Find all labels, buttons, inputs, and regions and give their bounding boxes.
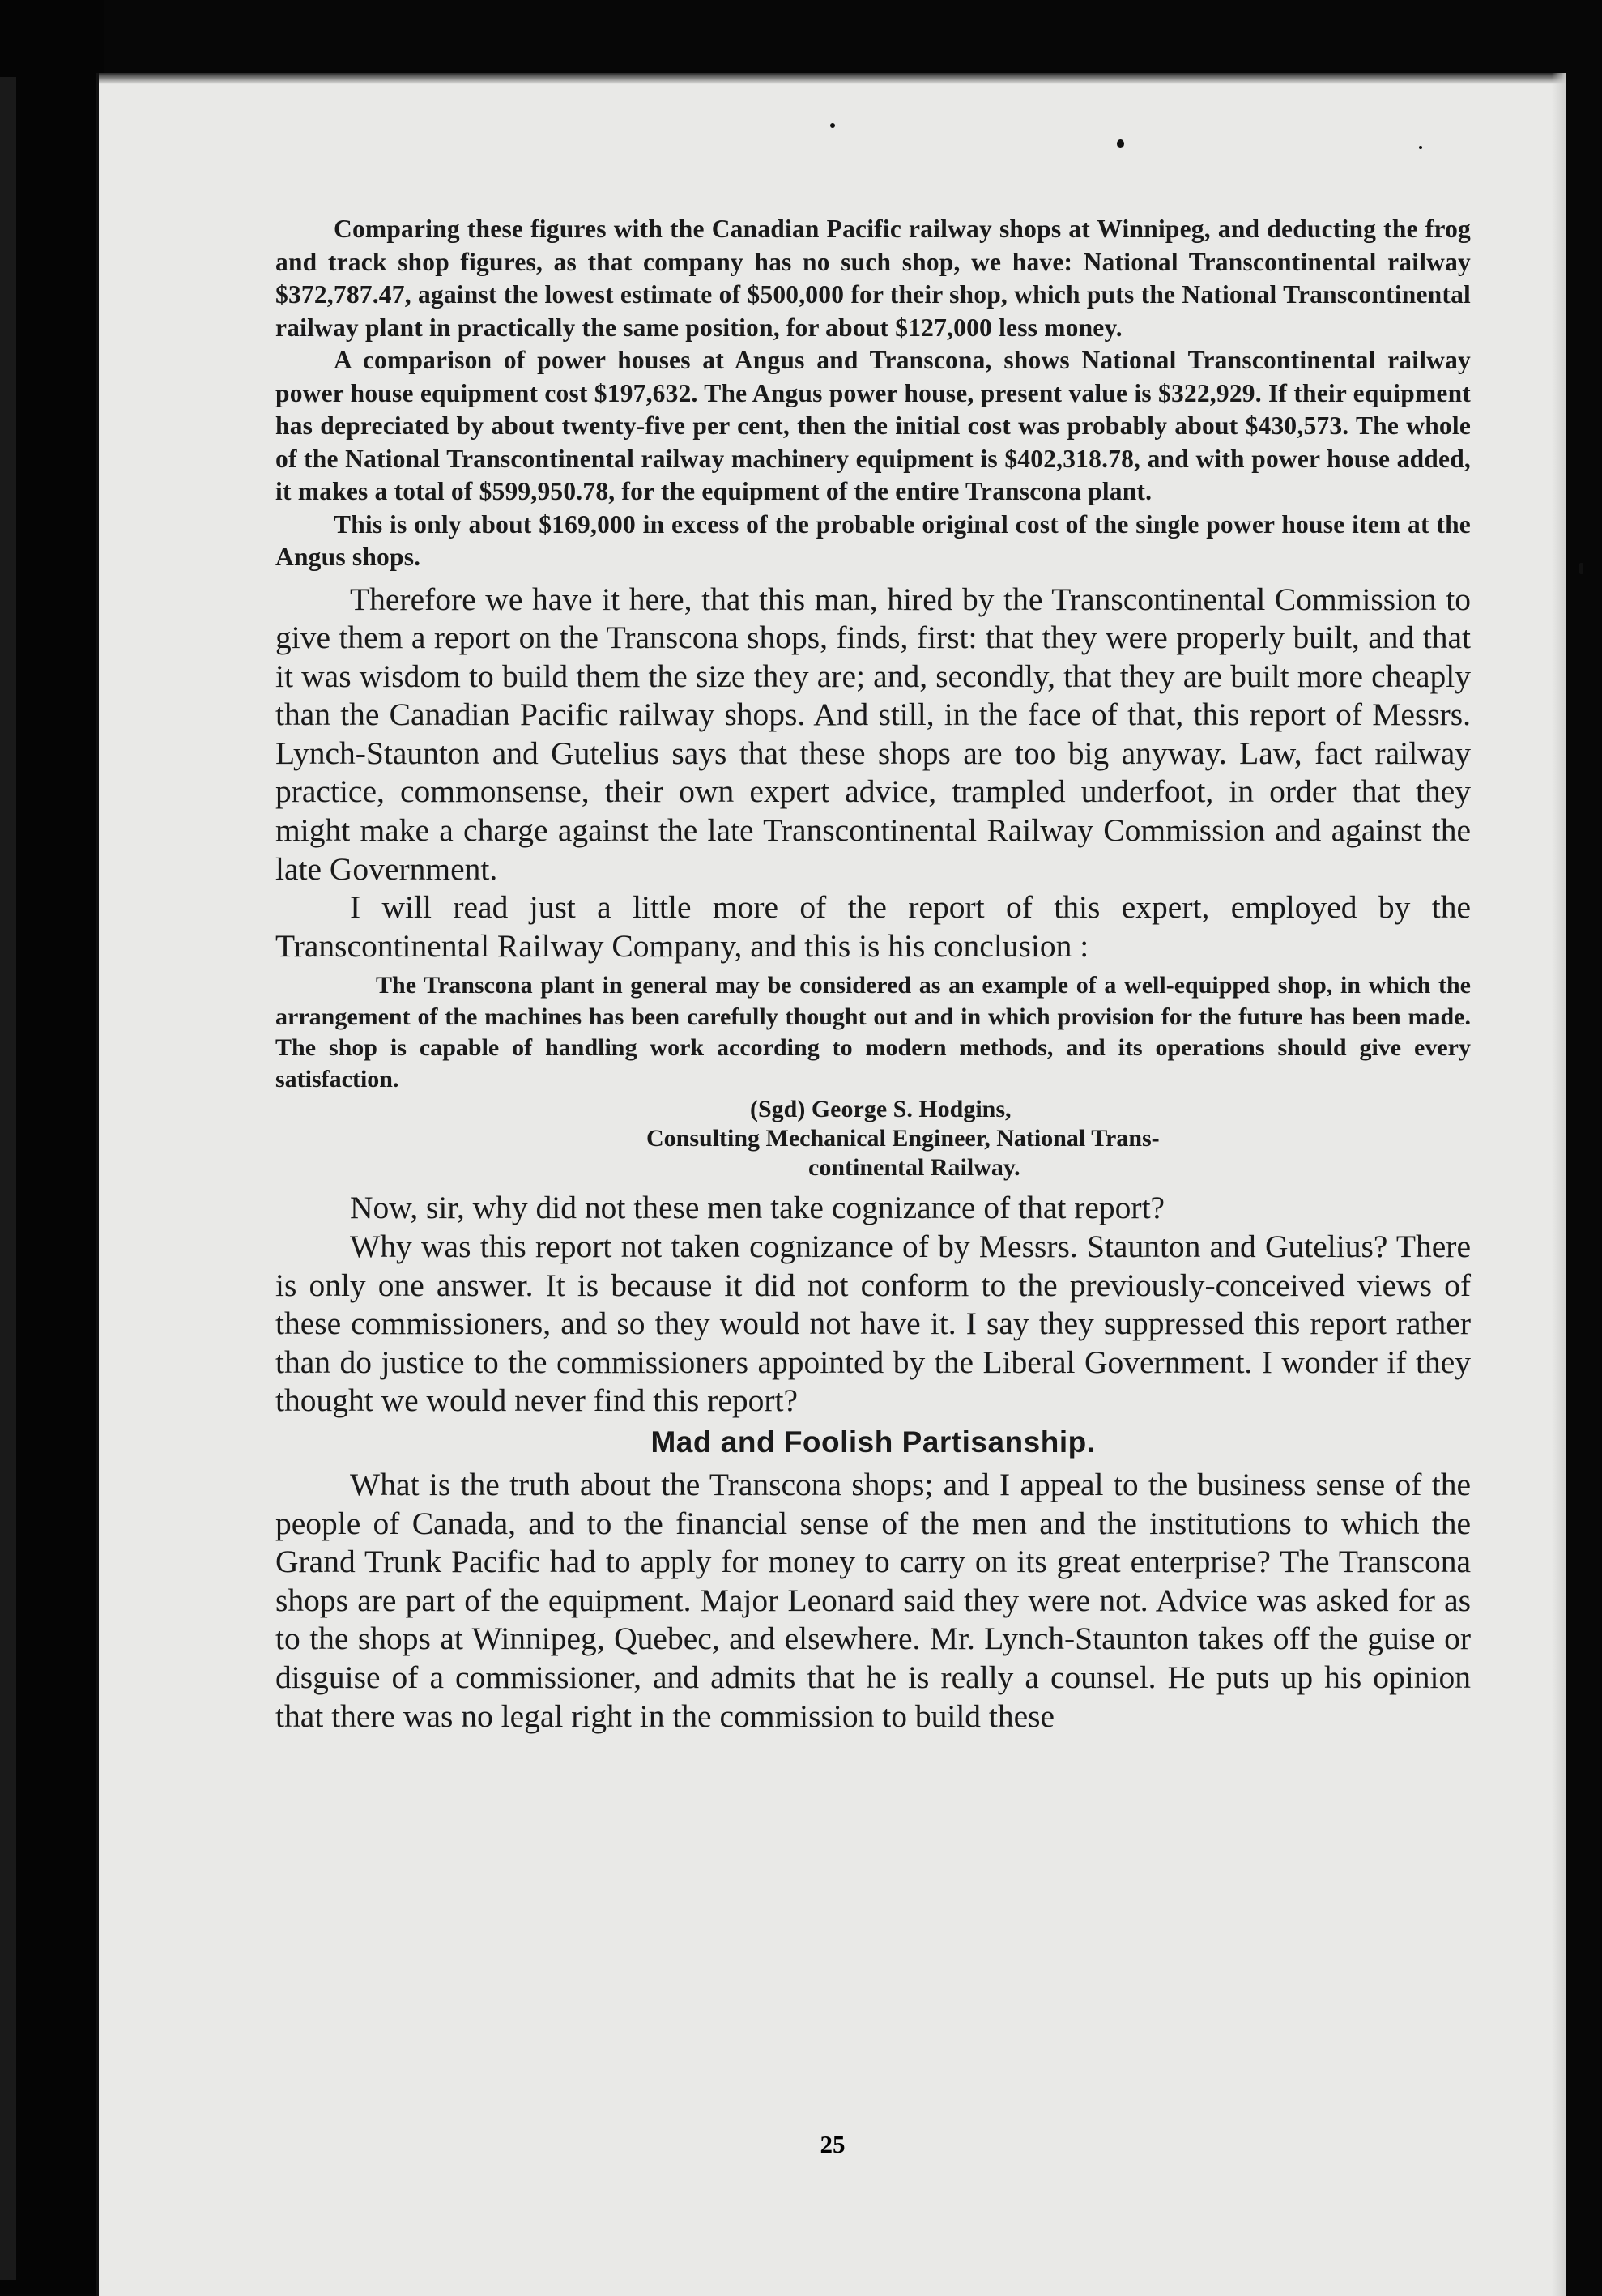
document-page [96,73,1566,2296]
signature-line: (Sgd) George S. Hodgins, [750,1096,1012,1123]
signature-title-line: continental Railway. [808,1154,1020,1182]
ink-speck [1579,563,1583,574]
page-number: 25 [820,2130,846,2158]
paragraph: Why was this report not taken cognizance of by Messrs. Staunton and Gutelius? There is only one answer. It is because it did not conform to the previously-conceived views of these commissioners, and so they would not have it. I say they suppressed this report rather than do justice to the commissioners appointed by the Liberal Government. I wonder if they thought we would never find this report? [275,1229,1471,1419]
previous-page-edge [0,77,16,2280]
quote-text: The Transcona plant in general may be considered as an example of a well-equipped shop, in which the arrangement of the machines has been carefully thought out and in which provision for the future has been made. The shop is capable of handling work according to modern methods, and its operations should give every satisfaction. [275,972,1471,1093]
paragraph: This is only about $169,000 in excess of the probable original cost of the single power house item at the Angus shops. [275,509,1471,571]
page-top-shadow [99,73,1566,84]
paragraph: Now, sir, why did not these men take cognizance of that report? [350,1190,1165,1226]
paragraph: What is the truth about the Transcona shops; and I appeal to the business sense of the people of Canada, and to the financial sense of the men and the institutions to which the Grand Trunk Pacific had to apply for money to carry on its great enterprise? The Transcona shops are part of the equipment. Major Leonard said they were not. Advice was asked for as to the shops at Winnipeg, Quebec, and elsewhere. Mr. Lynch-Staunton takes off the guise or disguise of a commissioner, and admits that he is really a counsel. He puts up his opinion that there was no legal right in the commission to build these [275,1467,1471,1734]
statistics-section [275,213,1471,574]
signature-title-line: Consulting Mechanical Engineer, National Trans- [646,1125,1160,1152]
paragraph: Therefore we have it here, that this man, hired by the Transcontinental Commission to give them a report on the Transcona shops, finds, first: that they were properly built, and that it was wisdom to build them the size they are; and, secondly, that they are built more cheaply than the Canadian Pacific railway shops. And still, in the face of that, this report of Messrs. Lynch-Staunton and Gutelius says that these shops are too big anyway. Law, fact railway practice, commonsense, their own expert advice, trampled underfoot, in order that they might make a charge against the late Transcontinental Railway Commission and against the late Government. [275,581,1471,887]
ink-speck [1117,139,1124,148]
ink-speck [830,123,835,128]
speech-section-1 [275,581,1471,966]
speech-section-2 [275,1189,1471,1421]
block-quote [275,970,1471,1095]
speech-section-3 [275,1466,1471,1736]
page-right-shadow [1552,73,1566,2296]
signature-block [275,1095,1471,1182]
ink-speck [1419,146,1422,149]
paragraph: Comparing these figures with the Canadian Pacific railway shops at Winnipeg, and deducting the frog and track shop figures, as that company has no such shop, we have: National Transcontinental railway $372,787.47, against the lowest estimate of $500,000 for their shop, which puts the National Transcontinental railway plant in practically the same position, for about $127,000 less money. [275,215,1471,342]
paragraph: A comparison of power houses at Angus and Transcona, shows National Transcontinental railway power house equipment cost $197,632. The Angus power house, present value is $322,929. If their equipment has depreciated by about twenty-five per cent, then the initial cost was probably about $430,573. The whole of the National Transcontinental railway machinery equipment is $402,318.78, and with power house added, it makes a total of $599,950.78, for the equipment of the entire Transcona plant. [275,346,1471,505]
section-heading: Mad and Foolish Partisanship. [650,1425,1096,1459]
paragraph: I will read just a little more of the report of this expert, employed by the Transcontinental Railway Company, and this is his conclusion : [275,889,1471,964]
page-body [275,213,1471,1736]
